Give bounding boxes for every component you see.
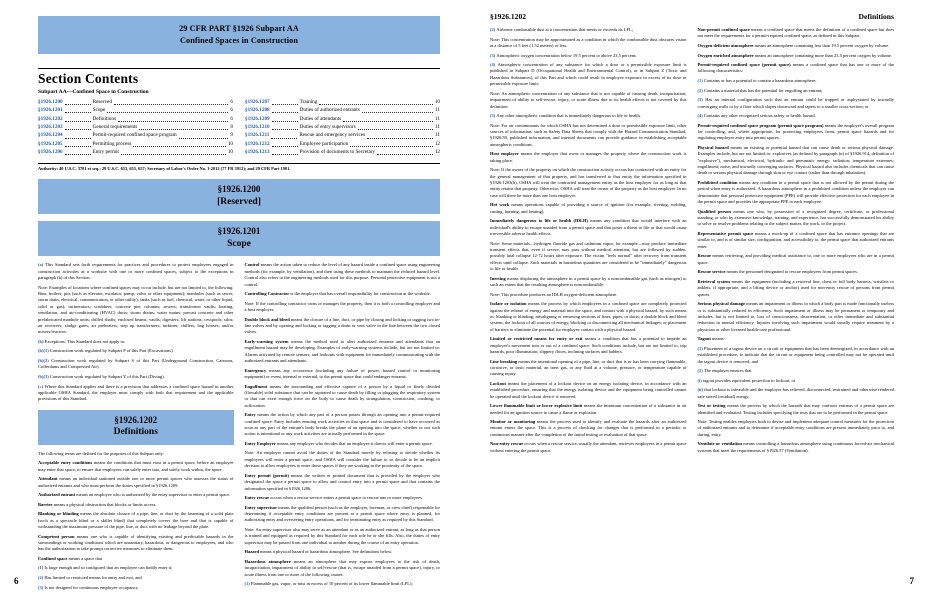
subpart-label: Subpart AA—Confined Space in Construction bbox=[38, 88, 149, 95]
defined-term: Entry Employer bbox=[244, 440, 276, 446]
running-head-title: Definitions bbox=[858, 12, 894, 21]
body-paragraph: Note: If the owner of the property on which the construction activity occurs has contracted with an entity for the general management of that property, and has transferred to that entity the information specified in §1926.1203(h), OSHA will treat the contracted management entity as the host employer for as long as that entity retains that property. Otherwise, OSHA will treat the owner of the property as the host employer. In no case will there be more than one host employer. bbox=[490, 167, 687, 198]
body-paragraph: Non-permit confined space means a confined space that meets the definition of a confined space but does not meet the requirements for a permit-required confined space, as defined in this Subpart. bbox=[697, 27, 895, 39]
paragraph-marker: (c) bbox=[38, 383, 45, 389]
toc-section-number: §1926.1201 bbox=[38, 107, 63, 114]
page-6-column-1 bbox=[38, 262, 234, 594]
toc-column-left bbox=[38, 98, 233, 157]
toc-entry-label: Entry permit bbox=[92, 149, 120, 156]
toc-entry-label: Duties of authorized entrants bbox=[299, 107, 360, 114]
defined-term: Entry permit (permit) bbox=[244, 472, 289, 478]
page-7-column-2 bbox=[698, 27, 895, 457]
toc-leader bbox=[133, 145, 225, 147]
body-paragraph: Serious physical damage means an impairment or illness in which a body part is made functionally useless or is substantially reduced in efficiency. Such impairment or illness may be permanent or temporary and includes, but is not limited to, loss of consciousness, disorientation, or other immediate and substantial reduction in mental efficiency. Injuries involving such impairment would usually require treatment by a physician or other licensed health-care professional. bbox=[697, 301, 894, 332]
toc-entry[interactable] bbox=[38, 140, 233, 148]
defined-term: Rescue service bbox=[697, 269, 726, 275]
toc-section-number: §1926.1202 bbox=[38, 115, 63, 122]
toc-page-number: 6 bbox=[230, 115, 233, 122]
page-6-body bbox=[38, 262, 440, 594]
toc-leader bbox=[319, 103, 432, 105]
defined-term: Competent person bbox=[38, 533, 75, 539]
toc-leader bbox=[343, 120, 433, 122]
section-number: §1926.1202 bbox=[114, 414, 158, 425]
paragraph-marker: (3) bbox=[38, 584, 45, 590]
toc-entry[interactable] bbox=[38, 98, 233, 106]
defined-term: Oxygen enriched atmosphere bbox=[697, 52, 754, 58]
toc-leader bbox=[272, 128, 298, 130]
defined-term: Immediately dangerous to life or health (IDLH) bbox=[490, 218, 589, 224]
body-paragraph: Note: An employer cannot avoid the duties of the Standard merely by refusing to decide whether its employees will enter a permit space, and OSHA will consider the failure to so decide to be an implicit decision to allow employees to enter those spaces if they are working in the proximity of the space. bbox=[244, 450, 440, 469]
toc-page-number: 10 bbox=[434, 98, 440, 105]
toc-entry-label: Rescue and emergency services bbox=[299, 132, 366, 139]
body-paragraph: Controlling Contractor is the employer that has overall responsibility for construction at the worksite. bbox=[244, 291, 431, 297]
paragraph-marker: (1) bbox=[697, 78, 704, 83]
defined-term: Test or testing bbox=[697, 403, 726, 409]
toc-entry-label: Duties of attendants bbox=[299, 115, 342, 122]
body-paragraph: Immediately dangerous to life or health (IDLH) means any condition that would interfere with an individual's ability to escape unaided from a permit space and that poses a threat to life or that would cause irreversible adverse health effects. bbox=[490, 218, 687, 236]
toc-leader bbox=[65, 128, 91, 130]
body-paragraph: Line breaking means the intentional opening of a pipe, line, or duct that is or has been carrying flammable, corrosive, or toxic material, an inert gas, or any fluid at a volume, pressure, or temperature capable of causing injury. bbox=[490, 358, 687, 377]
toc-entry[interactable] bbox=[245, 115, 440, 123]
body-paragraph: Hot work means operations capable of providing a source of ignition (for example, riveting, welding, cutting, burning, and heating). bbox=[490, 202, 687, 214]
body-paragraph: Note: Some materials—hydrogen fluoride gas and cadmium vapor, for example—may produce immediate transient effects that, even if severe, may pass without medical attention, but are followed by sudden, possibly fatal collapse 12-72 hours after exposure. The victim "feels normal" after recovery from transient effects until collapse. Such materials in hazardous quantities are considered to be "immediately" dangerous to life or health. bbox=[490, 240, 687, 272]
body-paragraph: Double block and bleed means the closure of a line, duct, or pipe by closing and locking or tagging two in-line valves and by opening and locking or tagging a drain or vent valve in the line between the two closed valves. bbox=[244, 316, 441, 335]
body-paragraph: Emergency means any occurrence (including any failure of power, hazard control or monitoring equipment) or event, internal or external, to the permit space that could endanger entrants. bbox=[244, 367, 440, 379]
toc-leader bbox=[367, 137, 433, 139]
defined-term: Confined space bbox=[38, 555, 68, 561]
defined-term: Hazardous atmosphere bbox=[244, 558, 291, 564]
body-paragraph: Early-warning system means the method used to alert authorized entrants and attendants that an engulfment hazard may be developing. Examples of early-warning systems include, but are not limited to: Alarms activated by remote sensors; and lookouts with equipment for immediately communicating with the authorized entrants and attendants. bbox=[244, 338, 440, 364]
body-paragraph: Note: For air contaminants for which OSHA has not determined a dose or permissible exposure limit, other sources of information, such as Safety Data Sheets that comply with the Hazard Communication Standard, §1926.59, published information, and internal documents can provide guidance in establishing acceptable atmospheric conditions. bbox=[490, 122, 687, 147]
body-paragraph: Non-entry rescue occurs when a rescue service, usually the attendant, retrieves employees in a permit space without entering the permit space. bbox=[490, 441, 687, 453]
toc-page-number: 11 bbox=[435, 124, 440, 131]
section-name: Definitions bbox=[113, 427, 158, 438]
defined-term: Lower flammable limit or lower explosive limit bbox=[490, 403, 583, 409]
section-contents-rule bbox=[38, 68, 440, 69]
body-paragraph: The following terms are defined for the purposes of this Subpart only: bbox=[38, 450, 165, 456]
paragraph-marker: (2) bbox=[697, 368, 704, 374]
paragraph-marker: (1) bbox=[244, 581, 251, 587]
toc-entry-label: Employee participation bbox=[299, 140, 349, 147]
body-paragraph: (c) Where this Standard applies and there is a provision that addresses a confined space hazard in another applicable OSHA Standard, the employer must comply with both that requirement and the applicable provisions of this Standard. bbox=[38, 383, 234, 402]
defined-term: Serious physical damage bbox=[697, 301, 746, 307]
body-paragraph: Confined space means a space that bbox=[38, 555, 103, 561]
body-paragraph: (2) Airborne combustible dust at a concentration that meets or exceeds its LFL; bbox=[490, 27, 633, 32]
defined-term: Barrier bbox=[38, 501, 53, 507]
body-paragraph: Entry rescue occurs when a rescue service enters a permit space to rescue one or more employees. bbox=[244, 495, 423, 501]
toc-entry[interactable] bbox=[38, 148, 233, 156]
paragraph-marker: (4) bbox=[490, 62, 498, 68]
body-paragraph: Authorized entrant means an employee who is authorized by the entry supervisor to enter a permit space. bbox=[38, 492, 231, 498]
toc-leader bbox=[107, 111, 228, 113]
paragraph-marker: (2) bbox=[38, 575, 45, 580]
defined-term: Non-permit confined space bbox=[697, 27, 750, 32]
paragraph-marker: (2) bbox=[697, 87, 704, 93]
body-paragraph: Acceptable entry conditions means the conditions that must exist in a permit space, before an employee may enter that space, to ensure that employees can safely enter into, and safely work within, the space. bbox=[38, 460, 234, 472]
body-paragraph: (4) Atmospheric concentration of any substance for which a dose or a permissible exposure limit is published in Subpart D (Occupational Health and Environmental Control), or in Subpart Z (Toxic and Hazardous Substances), of this Part and which could result in employee exposure in excess of its dose or permissible exposure limit; bbox=[490, 62, 687, 87]
toc-section-number: §1926.1210 bbox=[245, 124, 270, 131]
section-name: [Reserved] bbox=[217, 197, 261, 208]
defined-term: Early-warning system bbox=[244, 338, 289, 344]
toc-entry-label: Provision of documents to Secretary bbox=[299, 149, 376, 156]
body-paragraph: Permit-required confined space program (permit space program) means the employer's overall program for controlling, and, where appropriate, for protecting employees from, permit space hazards and for regulating employee entry into permit spaces. bbox=[697, 122, 894, 141]
defined-term: Retrieval system bbox=[697, 278, 730, 284]
toc-leader bbox=[65, 103, 91, 105]
defined-term: Physical hazard bbox=[697, 144, 729, 150]
body-paragraph: (4) Contains any other recognized serious safety or health hazard. bbox=[697, 113, 816, 119]
toc-entry-label: Scope bbox=[92, 107, 106, 114]
body-paragraph: Permit-required confined space (permit space) means a confined space that has one or more of the following characteristics: bbox=[697, 62, 894, 74]
defined-term: Permit-required confined space program (permit space program) bbox=[697, 122, 824, 128]
defined-term: Oxygen deficient atmosphere bbox=[697, 42, 754, 48]
defined-term: Emergency bbox=[244, 367, 267, 373]
body-paragraph: Note: Testing enables employers both to devise and implement adequate control measures for the protection of authorized entrants and to determine if acceptable entry conditions are present immediately prior to, and during, entry. bbox=[697, 419, 894, 437]
defined-term: Attendant bbox=[38, 476, 58, 482]
toc-entry-label: Permit-required confined space program bbox=[92, 132, 177, 139]
body-paragraph: (2) Contains a material that has the potential for engulfing an entrant; bbox=[697, 87, 823, 93]
paragraph-marker: (5) bbox=[490, 113, 497, 119]
page-7-column-1 bbox=[490, 27, 687, 457]
body-paragraph: Limited or restricted means for entry or exit means a condition that has a potential to impede an employee's movement into or out of a confined space. Such conditions include, but are not limited to, trip hazards, poor illumination, slippery floors, inclining surfaces and ladders. bbox=[490, 336, 687, 354]
toc-leader bbox=[377, 153, 433, 155]
toc-section-number: §1926.1212 bbox=[245, 140, 270, 147]
toc-page-number: 6 bbox=[230, 107, 233, 114]
section-contents-title: Section Contents bbox=[38, 70, 139, 86]
toc-section-number: §1926.1200 bbox=[38, 98, 63, 105]
defined-term: Entry rescue bbox=[244, 495, 270, 501]
body-paragraph: Isolate or isolation means the process by which employees in a confined space are completely protected against the release of energy and material into the space, and contact with a physical hazard, by such means as: blanking or blinding; misaligning or removing sections of lines, pipes, or ducts; a double block and bleed system; the lockout of all sources of energy, blocking or disconnecting all mechanical linkages; or placement of barriers to eliminate the potential for employee contact with a physical hazard. bbox=[490, 301, 687, 332]
defined-term: Entry supervisor bbox=[244, 504, 278, 510]
defined-term: Blanking or blinding bbox=[38, 511, 79, 517]
toc-section-number: §1926.1206 bbox=[38, 149, 63, 156]
toc-section-number: §1926.1205 bbox=[38, 140, 63, 147]
toc-entry[interactable] bbox=[38, 123, 233, 131]
toc-entry[interactable] bbox=[38, 106, 233, 114]
defined-term: Representative permit space bbox=[697, 231, 754, 236]
body-paragraph: Oxygen deficient atmosphere means an atmosphere containing less than 19.5 percent oxygen by volume. bbox=[697, 42, 890, 48]
section-number: §1926.1201 bbox=[217, 226, 261, 237]
defined-term: Controlling Contractor bbox=[244, 291, 290, 297]
banner-line-2: Confined Spaces in Construction bbox=[180, 35, 298, 45]
toc-column-right bbox=[245, 98, 440, 157]
defined-term: Non-entry rescue bbox=[490, 441, 524, 447]
defined-term: Entry bbox=[244, 412, 256, 418]
body-paragraph: Entry permit (permit) means the written or printed document that is provided by the employer who designated the space a permit space to allow and control entry into a permit space and that contains the information specified in §1926.1206. bbox=[244, 472, 440, 491]
body-paragraph: (5) Any other atmospheric condition that is immediately dangerous to life or health. bbox=[490, 113, 641, 119]
toc-leader bbox=[65, 145, 91, 147]
toc-leader bbox=[65, 111, 91, 113]
running-head-section: §1926.1202 bbox=[490, 12, 527, 21]
toc-entry[interactable] bbox=[38, 131, 233, 139]
section-header-1202 bbox=[38, 410, 234, 445]
authority-note: Authority: 40 U.S.C. 3701 et seq.; 29 U.S.C. 653, 655, 657; Secretary of Labor's Order No. 1-2012 (77 FR 3912); and 29 CFR Part 1901. bbox=[38, 163, 440, 173]
body-paragraph: (b) Exceptions: This Standard does not apply to: bbox=[38, 338, 126, 344]
body-paragraph: Ventilate or ventilation means controlling a hazardous atmosphere using continuous forced-air mechanical systems that meet the requirements of §1926.57 (Ventilation). bbox=[697, 441, 895, 453]
defined-term: Inerting bbox=[490, 275, 506, 281]
body-paragraph: Lower flammable limit or lower explosive limit means the minimum concentration of a substance in air needed for an ignition source to cause a flame or explosion. bbox=[490, 403, 687, 415]
body-paragraph: (3) Atmospheric oxygen concentration below 19.5 percent or above 23.5 percent; bbox=[490, 52, 637, 58]
body-paragraph: Rescue means retrieving, and providing medical assistance to, one or more employees who are in a permit space. bbox=[697, 253, 894, 265]
body-paragraph: Note: This procedure produces an IDLH oxygen-deficient atmosphere. bbox=[490, 291, 618, 297]
toc-section-number: §1926.1204 bbox=[38, 132, 63, 139]
body-paragraph: (b)(2) Construction work regulated by Subpart S of this Part (Underground Construction, Caissons, Cofferdams and Compressed Air). bbox=[38, 358, 234, 370]
toc-leader bbox=[272, 111, 298, 113]
paragraph-marker: (i) bbox=[697, 377, 703, 383]
toc-entry[interactable] bbox=[245, 123, 440, 131]
body-paragraph: (a) This Standard sets forth requirements for practices and procedures to protect employees engaged in construction activities at a worksite with one or more confined spaces, subject to the exceptions in paragraph (b) of this Section. bbox=[38, 262, 234, 281]
page-6-column-2 bbox=[245, 262, 441, 594]
toc-section-number: §1926.1213 bbox=[245, 149, 270, 156]
page-number-right: 7 bbox=[909, 576, 914, 586]
body-paragraph: Hazardous atmosphere means an atmosphere that may expose employees to the risk of death, incapacitation, impairment of ability to self-rescue (that is, escape unaided from a permit space), injury, or acute illness from one or more of the following causes: bbox=[244, 558, 440, 577]
toc-entry-label: Duties of entry supervisors bbox=[299, 124, 356, 131]
toc-section-number: §1926.1207 bbox=[245, 98, 270, 105]
section-header-1200 bbox=[38, 179, 440, 214]
toc-page-number: 11 bbox=[435, 107, 440, 114]
body-paragraph: Attendant means an individual stationed outside one or more permit spaces who assesses the status of authorized entrants and who must perform the duties specified in §1926.1209. bbox=[38, 476, 234, 488]
defined-term: Hot work bbox=[490, 202, 510, 208]
body-paragraph: Blanking or blinding means the absolute closure of a pipe, line, or duct by the fastening of a solid plate (such as a spectacle blind or a skillet blind) that completely covers the bore and that is capable of withstanding the maximum pressure of the pipe, line, or duct with no leakage beyond the plate. bbox=[38, 511, 234, 529]
body-paragraph: Tagout means: bbox=[697, 336, 725, 342]
toc-page-number: 10 bbox=[227, 140, 233, 147]
toc-section-number: §1926.1208 bbox=[245, 107, 270, 114]
toc-leader bbox=[272, 145, 298, 147]
toc-section-number: §1926.1203 bbox=[38, 124, 63, 131]
toc-page-number: 12 bbox=[434, 149, 440, 156]
page-number-left: 6 bbox=[14, 576, 19, 586]
defined-term: Hazard bbox=[244, 549, 259, 555]
toc-leader bbox=[272, 120, 298, 122]
paragraph-marker: (2) bbox=[490, 27, 497, 32]
toc-section-number: §1926.1209 bbox=[245, 115, 270, 122]
body-paragraph: (ii) that lockout is infeasible and the employer has relieved, disconnected, restrained and otherwise rendered safe stored (residual) energy. bbox=[697, 387, 895, 399]
body-paragraph: Control means the action taken to reduce the level of any hazard inside a confined space using engineering methods (for example, by ventilation), and then using these methods to maintain the reduced hazard level. Control also refers to the engineering methods used for this purpose. Personal protective equipment is not a control. bbox=[244, 262, 440, 287]
body-paragraph: (1) Flammable gas, vapor, or mist in excess of 10 percent of its lower flammable limit (LFL); bbox=[244, 581, 413, 587]
toc-entry[interactable] bbox=[245, 148, 440, 156]
toc-section-number: §1926.1211 bbox=[245, 132, 270, 139]
toc-entry[interactable] bbox=[245, 131, 440, 139]
body-paragraph: Competent person means one who is capable of identifying existing and predictable hazards in the surroundings or working conditions which are unsanitary, hazardous, or dangerous to employees, and who has the authorization to take prompt corrective measures to eliminate them. bbox=[38, 533, 234, 552]
body-paragraph: (1) Contains or has a potential to contain a hazardous atmosphere; bbox=[697, 78, 817, 83]
body-paragraph: Entry Employer means any employer who decides that an employee it directs will enter a permit space. bbox=[244, 440, 433, 446]
body-paragraph: Entry means the action by which any part of a person passes through an opening into a permit-required confined space. Entry includes ensuing work activities in that space and is considered to have occurred as soon as any part of the entrant's body breaks the plane of an opening into the space, whether or not such action is intentional or any work activities are actually performed in the space. bbox=[244, 412, 440, 437]
paragraph-marker: (a) bbox=[38, 262, 46, 268]
body-paragraph: Host employer means the employer that owns or manages the property where the construction work is taking place. bbox=[490, 151, 687, 163]
body-paragraph: (3) Is not designed for continuous employee occupancy. bbox=[38, 584, 139, 590]
paragraph-marker: (1) bbox=[38, 565, 45, 571]
toc-entry-label: Definitions bbox=[92, 115, 116, 122]
body-paragraph: Physical hazard means an existing or potential hazard that can cause death or serious physical damage. Examples include, but are not limited to: explosives (as defined by paragraph (n) of §1926.914, definition of "explosive"), mechanical, electrical, hydraulic and pneumatic energy; radiation; temperature extremes; engulfment; noise; and inwardly converging surfaces. Physical hazard also includes chemicals that can cause death or serious physical damage through skin or eye contact (rather than through inhalation). bbox=[697, 144, 894, 176]
paragraph-marker: (3) bbox=[697, 97, 706, 103]
toc-leader bbox=[350, 145, 433, 147]
toc-entry[interactable] bbox=[245, 140, 440, 148]
title-banner bbox=[38, 16, 440, 54]
body-paragraph: Qualified person means one who, by possession of a recognized degree, certificate, or professional standing, or who by extensive knowledge, training, and experience, has successfully demonstrated his ability to solve or resolve problems relating to the subject matter, the work, or the project. bbox=[697, 208, 894, 227]
defined-term: Line breaking bbox=[490, 358, 518, 364]
body-paragraph: Rescue service means the personnel designated to rescue employees from permit spaces. bbox=[697, 269, 858, 275]
toc-entry-label: Permitting process bbox=[92, 140, 132, 147]
defined-term: Double block and bleed bbox=[244, 316, 290, 322]
toc-entry[interactable] bbox=[38, 115, 233, 123]
toc-leader bbox=[179, 137, 229, 139]
toc-page-number: 10 bbox=[227, 149, 233, 156]
toc-page-number: 8 bbox=[230, 124, 233, 131]
defined-term: Isolate or isolation bbox=[490, 301, 527, 307]
body-paragraph: Hazard means a physical hazard or hazardous atmosphere. See definitions below. bbox=[244, 549, 393, 555]
defined-term: Limited or restricted means for entry or exit bbox=[490, 336, 583, 342]
section-name: Scope bbox=[227, 239, 251, 250]
toc-leader bbox=[362, 111, 433, 113]
running-head bbox=[490, 12, 894, 21]
body-paragraph: (1) Is large enough and so configured that an employee can bodily enter it; bbox=[38, 565, 173, 571]
defined-term: Rescue bbox=[697, 253, 711, 259]
paragraph-marker: (1) bbox=[697, 345, 705, 351]
paragraph-marker: (b)(3) bbox=[38, 373, 50, 379]
toc-leader bbox=[358, 128, 433, 130]
defined-term: Lockout bbox=[490, 380, 507, 386]
toc-page-number: 9 bbox=[230, 132, 233, 139]
body-paragraph: Note: Examples of locations where confined spaces may occur include, but are not limited to, the following: Bins; boilers; pits (such as elevator, escalator, pump, valve or other equipment); manholes (such as sewer, storm drain, electrical, communication, or other utility); tanks (such as fuel, chemical, water, or other liquid, solid or gas); incinerators; scrubbers; concrete pier columns; sewers; transformer vaults; heating, ventilation, and air-conditioning (HVAC) ducts; storm drains; water mains; precast concrete and other prefabricated manhole units; drilled shafts; enclosed beams; vaults; digesters; lift stations; cesspools; silos; air receivers; sludge gates; air preheaters; step up transformers; turbines; chillers; bag houses; and/or mixers/reactors. bbox=[38, 284, 234, 335]
page-7-body bbox=[490, 27, 894, 457]
body-paragraph: Barrier means a physical obstruction that blocks or limits access. bbox=[38, 501, 157, 507]
body-paragraph: Engulfment means the surrounding and effective capture of a person by a liquid or finely divided (flowable) solid substance that can be aspirated to cause death by filling or plugging the respiratory system or that can exert enough force on the body to cause death by strangulation, constriction, crushing, or suffocation. bbox=[244, 383, 440, 408]
defined-term: Permit-required confined space (permit space) bbox=[697, 62, 791, 68]
body-paragraph: Test or testing means the process by which the hazards that may confront entrants of a permit space are identified and evaluated. Testing includes specifying the tests that are to be performed in the permit space. bbox=[697, 403, 895, 415]
toc-entry-label: General requirements bbox=[92, 124, 138, 131]
body-paragraph: (2) The employer ensures that bbox=[697, 368, 752, 374]
toc-page-number: 11 bbox=[435, 115, 440, 122]
defined-term: Tagout bbox=[697, 336, 711, 342]
body-paragraph: Retrieval system means the equipment (including a retrieval line, chest or full body harness, wristlets or anklets, if appropriate, and a lifting device or anchor) used for non-entry rescue of persons from permit spaces. bbox=[697, 278, 894, 297]
body-paragraph: (2) Has limited or restricted means for entry and exit, and bbox=[38, 575, 142, 580]
banner-line-1: 29 CFR PART §1926 Subpart AA bbox=[179, 24, 299, 33]
toc-entry[interactable] bbox=[245, 106, 440, 114]
toc-leader bbox=[121, 153, 226, 155]
defined-term: Qualified person bbox=[697, 208, 731, 214]
body-paragraph: (1) Placement of a tagout device on a circuit or equipment that has been deenergized, in accordance with an established procedure, to indicate that the circuit or equipment being controlled may not be operated until the tagout device is removed; and bbox=[697, 345, 894, 364]
body-paragraph: Lockout means the placement of a lockout device on an energy isolating device, in accordance with an established procedure, ensuring that the energy isolating device and the equipment being controlled cannot be operated until the lockout device is removed. bbox=[490, 380, 687, 399]
toc-leader bbox=[114, 103, 228, 105]
toc-leader bbox=[271, 137, 297, 139]
body-paragraph: (3) Has an internal configuration such that an entrant could be trapped or asphyxiated by inwardly converging walls or by a floor which slopes downward and tapers to a smaller cross-section; or bbox=[697, 97, 894, 109]
body-paragraph: (b)(1) Construction work regulated by Subpart P of this Part (Excavations). bbox=[38, 348, 174, 354]
body-paragraph: Note: If the controlling contractor owns or manages the property, then it is both a controlling employer and a host employer. bbox=[244, 300, 440, 313]
body-paragraph: Inerting means displacing the atmosphere in a permit space by a noncombustible gas (such as nitrogen) to such an extent that the resulting atmosphere is noncombustible. bbox=[490, 275, 687, 287]
toc-page-number: 12 bbox=[434, 140, 440, 147]
defined-term: Ventilate or ventilation bbox=[697, 441, 742, 447]
toc-page-number: 6 bbox=[230, 98, 233, 105]
toc-leader bbox=[272, 153, 298, 155]
body-paragraph: Note: This concentration may be approximated as a condition in which the combustible dust obscures vision at a distance of 5 feet (1.52 meters) or less. bbox=[490, 36, 687, 48]
toc-page-number: 11 bbox=[435, 132, 440, 139]
table-of-contents bbox=[38, 98, 440, 157]
toc-entry-label: Reserved bbox=[92, 98, 112, 105]
defined-term: Monitor or monitoring bbox=[490, 419, 536, 425]
defined-term: Engulfment bbox=[244, 383, 268, 389]
toc-leader bbox=[139, 128, 228, 130]
paragraph-marker: (ii) bbox=[697, 387, 705, 393]
body-paragraph: Note: An entry supervisor also may serve as an attendant or as an authorized entrant, as long as that person is trained and equipped as required by this Standard for each role he or she fills. Also, the duties of entry supervisor may be passed from one individual to another during the course of an entry operation. bbox=[244, 526, 440, 545]
section-number: §1926.1200 bbox=[217, 184, 261, 195]
body-paragraph: (i) tagout provides equivalent protection to lockout, or bbox=[697, 377, 796, 383]
toc-leader bbox=[118, 120, 228, 122]
defined-term: Acceptable entry conditions bbox=[38, 460, 93, 466]
defined-term: Control bbox=[244, 262, 260, 268]
toc-entry[interactable] bbox=[245, 98, 440, 106]
paragraph-marker: (4) bbox=[697, 113, 704, 119]
body-paragraph: (b)(3) Construction work regulated by Subpart Y of this Part (Diving). bbox=[38, 373, 165, 379]
defined-term: Host employer bbox=[490, 151, 519, 157]
body-paragraph: Oxygen enriched atmosphere means an atmosphere containing more than 23.5 percent oxygen by volume. bbox=[697, 52, 893, 58]
toc-leader bbox=[65, 153, 91, 155]
body-paragraph: Entry supervisor means the qualified person (such as the employer, foreman, or crew chief) responsible for determining if acceptable entry conditions are present at a permit space where entry is planned, for authorizing entry and overseeing entry operations, and for terminating entry as required by this Standard. bbox=[244, 504, 441, 523]
toc-entry-label: Training bbox=[299, 98, 318, 105]
body-paragraph: Prohibited condition means any condition in a permit space that is not allowed by the permit during the period when entry is authorized. A hazardous atmosphere in a prohibited condition unless the employer can demonstrate that personal protective equipment (PPE) will provide effective protection for each employee in the permit space and provides the appropriate PPE to each employee. bbox=[697, 180, 894, 205]
paragraph-marker: (3) bbox=[490, 52, 497, 58]
toc-leader bbox=[65, 137, 91, 139]
paragraph-marker: (b)(2) bbox=[38, 358, 52, 364]
section-header-1201 bbox=[38, 221, 440, 256]
paragraph-marker: (b)(1) bbox=[38, 348, 50, 354]
page-7 bbox=[464, 0, 928, 600]
body-paragraph: Monitor or monitoring means the process used to identify and evaluate the hazards after an authorized entrant enters the space. This is a process of checking for changes that is performed in a periodic or continuous manner after the completion of the initial testing or evaluation of that space. bbox=[490, 419, 687, 437]
toc-leader bbox=[65, 120, 91, 122]
defined-term: Authorized entrant bbox=[38, 492, 76, 498]
body-paragraph: Representative permit space means a mock-up of a confined space that has entrance openings that are similar to, and is of similar size, configuration, and accessibility to, the permit space that authorized entrants enter. bbox=[697, 231, 895, 249]
body-paragraph: Note: An atmospheric concentration of any substance that is not capable of causing death, incapacitation, impairment of ability to self-rescue, injury, or acute illness due to its health effects is not covered by this definition. bbox=[490, 90, 687, 109]
paragraph-marker: (b) bbox=[38, 338, 45, 344]
defined-term: Prohibited condition bbox=[697, 180, 738, 185]
toc-leader bbox=[272, 103, 298, 105]
